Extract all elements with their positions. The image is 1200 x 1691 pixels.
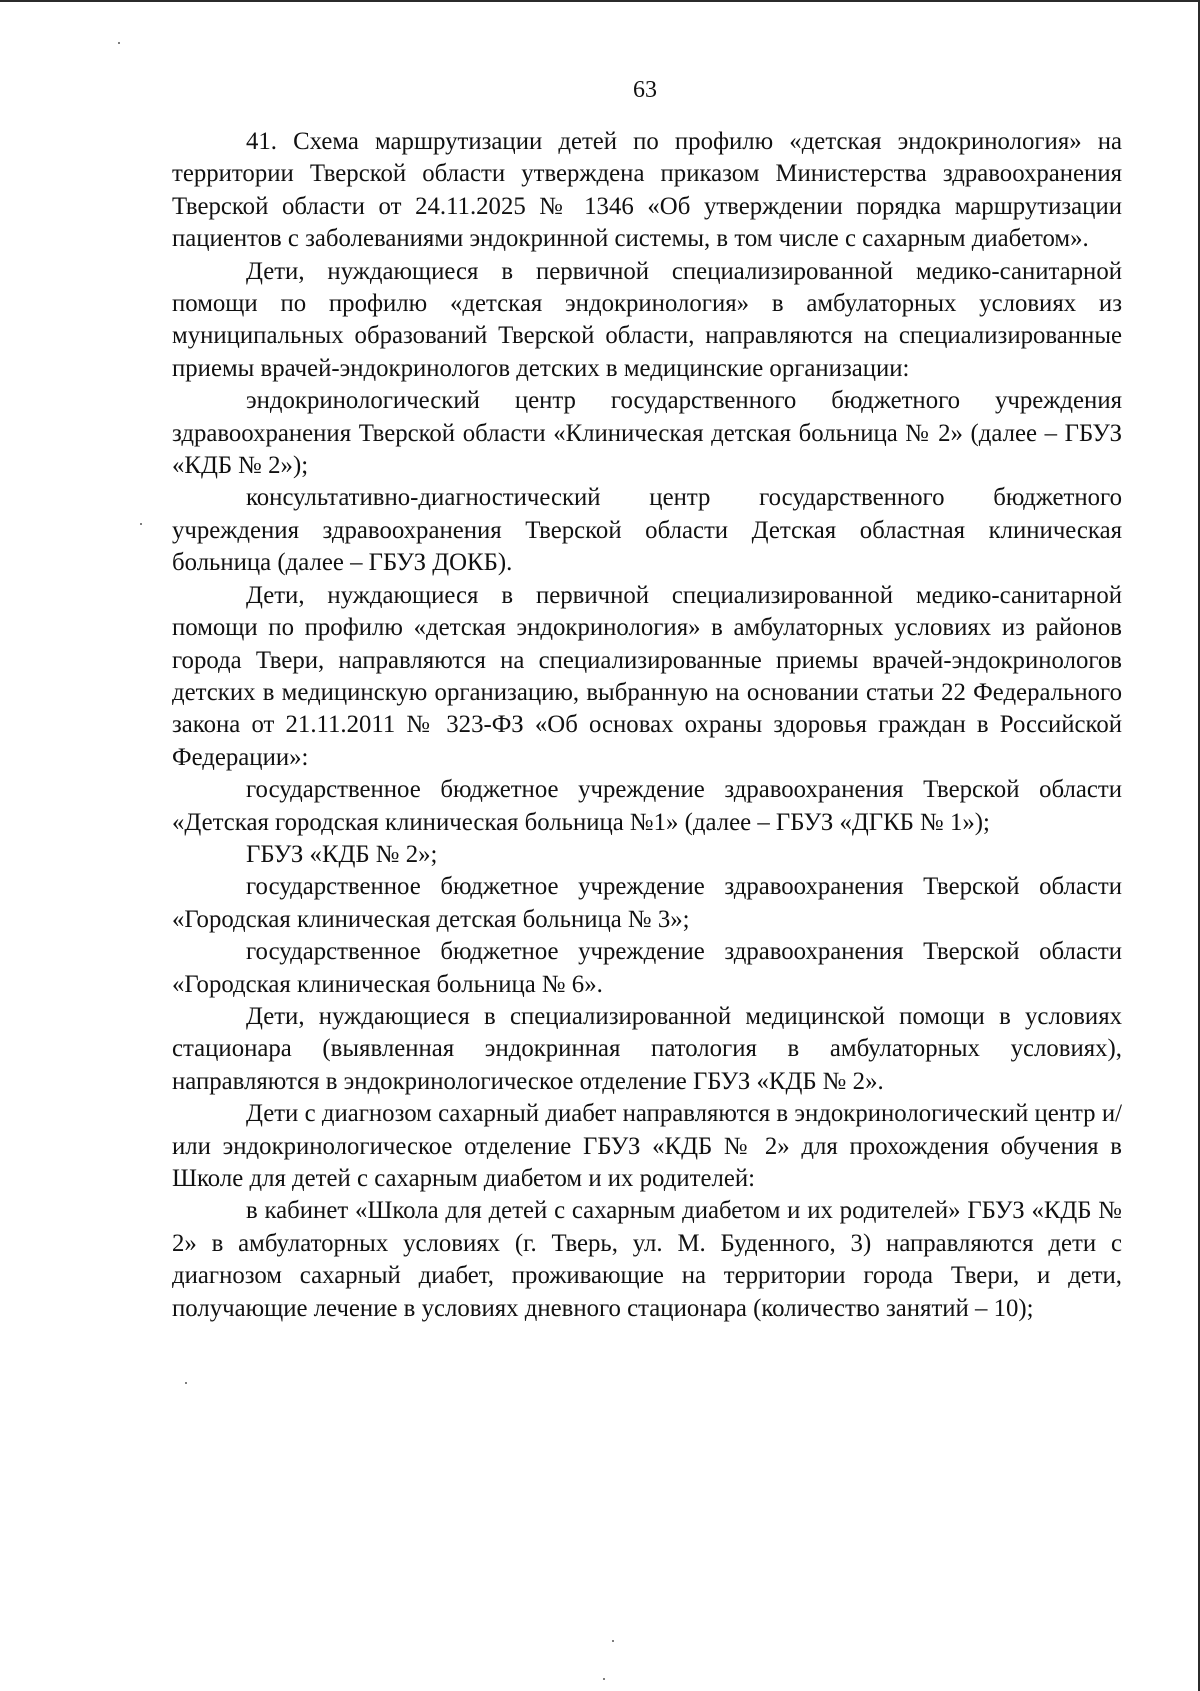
paragraph-inpatient-care: Дети, нуждающиеся в специализированной медицинской помощи в условиях стационара (выявленная эндокринная патология в амбулаторных условиях), направляются в эндокринологическое отделение ГБУЗ «КДБ № 2». xyxy=(172,1002,1122,1095)
paragraph-scheme-approval: 41. Схема маршрутизации детей по профилю «детская эндокринология» на территории Тверской области утверждена приказом Министерства здравоохранения Тверской области от 24.11.2025 № 1346 «Об утверждении порядка маршрутизации пациентов с заболеваниями эндокринной системы, в том числе с сахарным диабетом». xyxy=(172,128,1122,253)
page-number: 63 xyxy=(633,77,657,103)
paragraph-gkb-6: государственное бюджетное учреждение здравоохранения Тверской области «Городская клиническая больница № 6». xyxy=(172,938,1122,998)
scan-edge-top xyxy=(0,0,1200,2)
scan-speck xyxy=(140,523,142,525)
scan-speck xyxy=(612,1640,614,1642)
paragraph-consulting-center: консультативно-диагностический центр государственного бюджетного учреждения здравоохранения Тверской области Детская областная клиническая больница (далее – ГБУЗ ДОКБ). xyxy=(172,484,1122,577)
paragraph-primary-care-municipal: Дети, нуждающиеся в первичной специализированной медико-санитарной помощи по профилю «детская эндокринология» в амбулаторных условиях из муниципальных образований Тверской области, направляются на специализированные приемы врачей-эндокринологов детских в медицинские организации: xyxy=(172,257,1122,382)
paragraph-gkdb-3: государственное бюджетное учреждение здравоохранения Тверской области «Городская клиническая детская больница № 3»; xyxy=(172,873,1122,933)
scan-speck xyxy=(603,1678,605,1680)
paragraph-dgkb-1: государственное бюджетное учреждение здравоохранения Тверской области «Детская городская клиническая больница №1» (далее – ГБУЗ «ДГКБ № 1»); xyxy=(172,776,1122,836)
scan-speck xyxy=(185,1382,187,1384)
document-body xyxy=(172,126,1122,1325)
paragraph-diabetes-school: Дети с диагнозом сахарный диабет направляются в эндокринологический центр и/или эндокринологическое отделение ГБУЗ «КДБ № 2» для прохождения обучения в Школе для детей с сахарным диабетом и их родителей: xyxy=(172,1100,1122,1192)
paragraph-kdb-2: ГБУЗ «КДБ № 2»; xyxy=(246,840,438,868)
scan-speck xyxy=(118,42,120,44)
paragraph-primary-care-city: Дети, нуждающиеся в первичной специализированной медико-санитарной помощи по профилю «детская эндокринология» в амбулаторных условиях из районов города Твери, направляются на специализированные приемы врачей-эндокринологов детских в медицинскую организацию, выбранную на основании статьи 22 Федерального закона от 21.11.2011 № 323-ФЗ «Об основах охраны здоровья граждан в Российской Федерации»: xyxy=(172,581,1122,771)
paragraph-diabetes-school-cabinet: в кабинет «Школа для детей с сахарным диабетом и их родителей» ГБУЗ «КДБ № 2» в амбулаторных условиях (г. Тверь, ул. М. Буденного, 3) направляются дети с диагнозом сахарный диабет, проживающие на территории города Твери, и дети, получающие лечение в условиях дневного стационара (количество занятий – 10); xyxy=(172,1197,1122,1322)
paragraph-endocrinology-center: эндокринологический центр государственного бюджетного учреждения здравоохранения Тверской области «Клиническая детская больница № 2» (далее – ГБУЗ «КДБ № 2»); xyxy=(172,387,1122,480)
